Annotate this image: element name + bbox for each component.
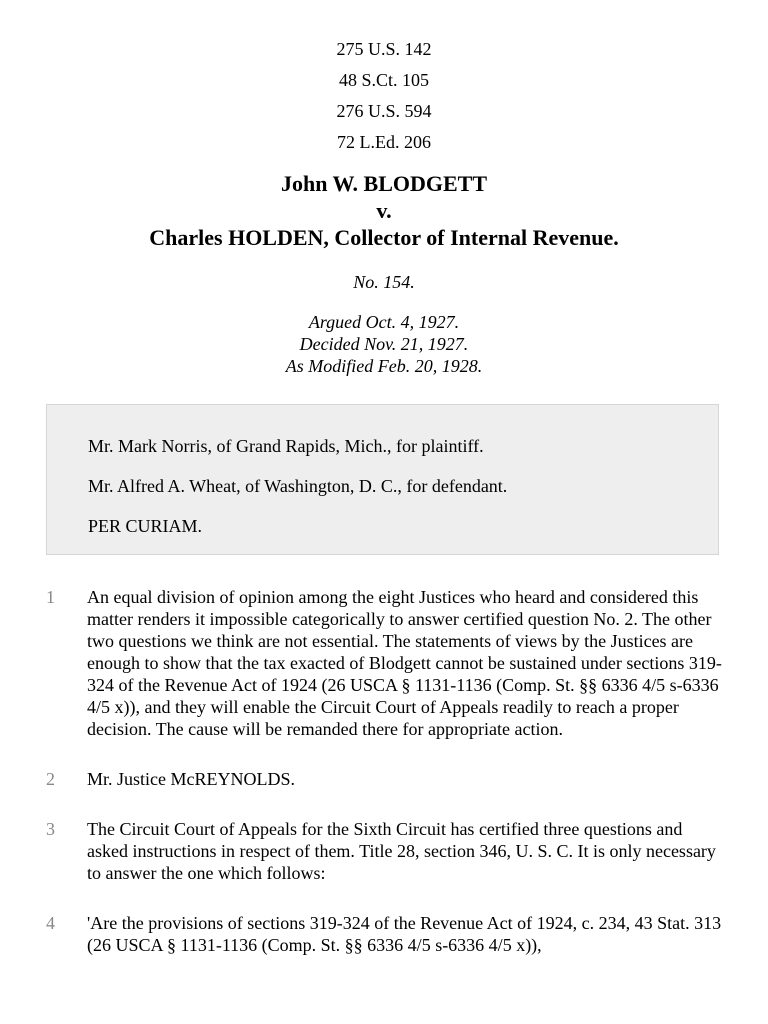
paragraph-number: 4 [46, 913, 55, 933]
respondent-name: Charles HOLDEN, Collector of Internal Revenue. [149, 225, 619, 250]
citation-us-reports-modified: 276 U.S. 594 [336, 101, 432, 121]
docket-number: No. 154. [353, 272, 415, 292]
counsel-box [46, 404, 719, 555]
paragraph [0, 586, 768, 740]
citations [0, 0, 768, 158]
argued-date: Argued Oct. 4, 1927. [308, 312, 460, 332]
counsel-plaintiff: Mr. Mark Norris, of Grand Rapids, Mich., for plaintiff. [88, 436, 484, 456]
opinion-author: PER CURIAM. [88, 516, 203, 536]
paragraph [0, 912, 768, 956]
paragraph-text: The Circuit Court of Appeals for the Sixth Circuit has certified three questions and asked instructions in respect of them. Title 28, section 346, U. S. C. It is only necessary to answer the one which follows: [87, 819, 716, 883]
paragraph-number: 2 [46, 769, 55, 789]
opinion-body [0, 586, 768, 984]
citation-lawyers-edition: 72 L.Ed. 206 [337, 132, 431, 152]
paragraph-text: 'Are the provisions of sections 319-324 of the Revenue Act of 1924, c. 234, 43 Stat. 313 (26 USCA § 1131-1136 (Comp. St. §§ 6336 4/5 s-6336 4/5 x)), [87, 913, 722, 955]
citation-supreme-court-reporter: 48 S.Ct. 105 [338, 70, 430, 90]
paragraph [0, 768, 768, 790]
case-title [0, 170, 768, 251]
versus-label: v. [376, 198, 392, 223]
paragraph-text: Mr. Justice McREYNOLDS. [87, 769, 295, 789]
petitioner-name: John W. BLODGETT [280, 171, 488, 196]
paragraph-text: An equal division of opinion among the eight Justices who heard and considered this matter renders it impossible categorically to answer certified question No. 2. The other two questions we think are not essential. The statements of views by the Justices are enough to show that the tax exacted of Blodgett cannot be sustained under sections 319-324 of the Revenue Act of 1924 (26 USCA § 1131-1136 (Comp. St. §§ 6336 4/5 s-6336 4/5 x)), and they will enable the Circuit Court of Appeals readily to reach a proper decision. The cause will be remanded there for appropriate action. [87, 587, 722, 739]
paragraph-number: 1 [46, 587, 55, 607]
counsel-defendant: Mr. Alfred A. Wheat, of Washington, D. C., for defendant. [88, 476, 508, 496]
modified-date: As Modified Feb. 20, 1928. [285, 356, 483, 376]
paragraph-number: 3 [46, 819, 55, 839]
paragraph [0, 818, 768, 884]
citation-us-reports: 275 U.S. 142 [336, 39, 432, 59]
decided-date: Decided Nov. 21, 1927. [299, 334, 469, 354]
case-dates [0, 311, 768, 377]
